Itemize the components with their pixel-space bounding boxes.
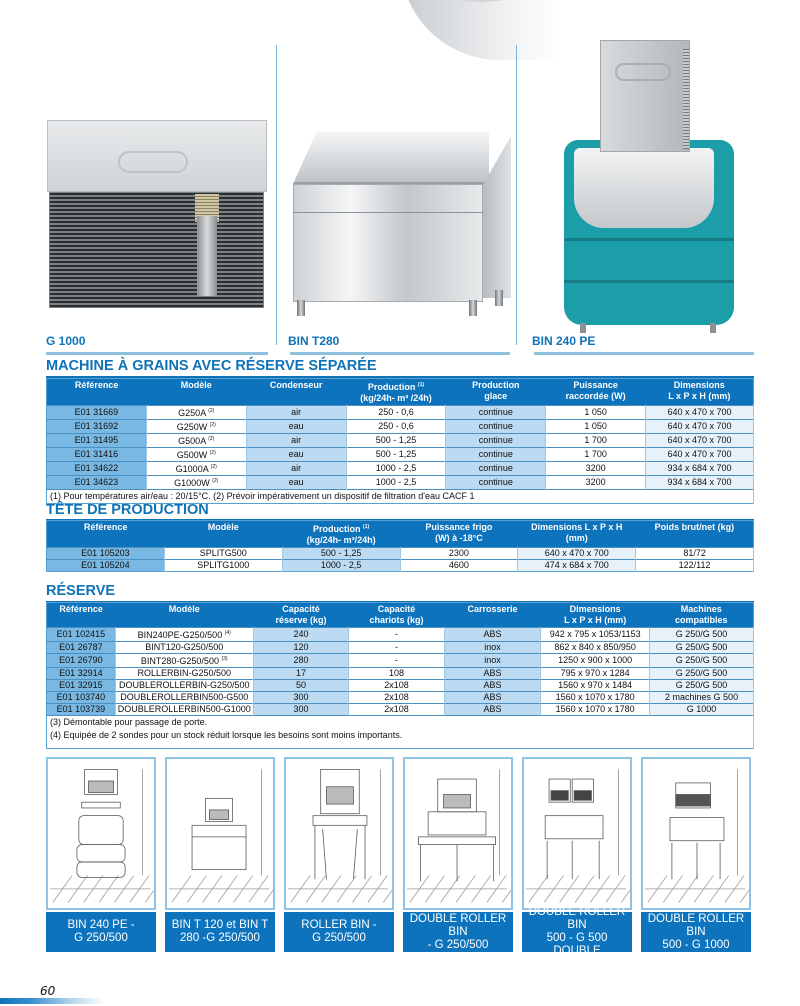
- power-cell: 1 700: [546, 448, 646, 462]
- ice-cell: continue: [446, 420, 546, 434]
- diagram-svg: [643, 759, 749, 908]
- table-row: [47, 642, 754, 654]
- table-header-row: [47, 379, 754, 406]
- diagram-svg: [524, 759, 630, 908]
- col-header: Production $^{(1)}$ (kg/24h- m³/24h): [282, 521, 400, 548]
- table-row: [47, 548, 754, 560]
- diagram-caption: DOUBLE ROLLER BIN 500 - G 1000: [641, 912, 751, 952]
- body-cell: ABS: [444, 628, 540, 642]
- reference-cell: E01 31692: [47, 420, 147, 434]
- col-header: Dimensions L x P x H (mm): [518, 521, 636, 548]
- body-cell: ABS: [444, 692, 540, 704]
- dimensions-cell: 640 x 470 x 700: [646, 434, 754, 448]
- decorative-disc: [400, 0, 560, 60]
- model-cell: G250A $^{(2)}$: [146, 406, 246, 420]
- ice-cell: continue: [446, 406, 546, 420]
- installation-diagram: [403, 757, 513, 910]
- power-cell: 3200: [546, 462, 646, 476]
- col-header: Modèle: [146, 379, 246, 406]
- table-row: [47, 560, 754, 572]
- reference-cell: E01 102415: [47, 628, 116, 642]
- condenser-cell: air: [246, 434, 346, 448]
- reference-cell: E01 105204: [47, 560, 165, 572]
- bin-band: [564, 280, 734, 283]
- capacity-cell: 300: [253, 704, 348, 716]
- compatible-cell: 2 machines G 500: [650, 692, 754, 704]
- condenser-cell: air: [246, 406, 346, 420]
- compatible-cell: G 250/G 500: [650, 680, 754, 692]
- bin-leg: [495, 290, 503, 306]
- model-cell: G1000W $^{(2)}$: [146, 476, 246, 490]
- dimensions-cell: 862 x 840 x 850/950: [541, 642, 650, 654]
- col-header: Référence: [47, 379, 147, 406]
- carts-cell: -: [349, 654, 444, 668]
- table-row: [47, 448, 754, 462]
- capacity-cell: 240: [253, 628, 348, 642]
- table-row: [47, 680, 754, 692]
- model-cell: SPLITG500: [164, 548, 282, 560]
- production-head: [600, 40, 690, 152]
- reference-cell: E01 34623: [47, 476, 147, 490]
- bin-seam: [293, 212, 483, 213]
- dimensions-cell: 1560 x 1070 x 1780: [541, 692, 650, 704]
- compatible-cell: G 250/G 500: [650, 654, 754, 668]
- col-header: Condenseur: [246, 379, 346, 406]
- ice-cell: continue: [446, 462, 546, 476]
- dimensions-cell: 942 x 795 x 1053/1153: [541, 628, 650, 642]
- model-cell: SPLITG1000: [164, 560, 282, 572]
- col-header: Production $^{(1)}$ (kg/24h- m³ /24h): [346, 379, 446, 406]
- condenser-cell: eau: [246, 448, 346, 462]
- col-header: Référence: [47, 603, 116, 628]
- model-cell: ROLLERBIN-G250/500: [115, 668, 253, 680]
- bin-lid: [293, 132, 489, 184]
- model-cell: G500A $^{(2)}$: [146, 434, 246, 448]
- capacity-cell: 300: [253, 692, 348, 704]
- table-row: [47, 704, 754, 716]
- diagram-drawing: [407, 769, 511, 902]
- power-cell: 3200: [546, 476, 646, 490]
- table-footnote: (4) Equipée de 2 sondes pour un stock réduit lorsque les besoins sont moins importants.: [47, 729, 754, 742]
- dimensions-cell: 934 x 684 x 700: [646, 462, 754, 476]
- reference-cell: E01 26787: [47, 642, 116, 654]
- page-gradient-bar: [0, 998, 105, 1004]
- product-rule: [290, 352, 510, 355]
- col-header: Capacité réserve (kg): [253, 603, 348, 628]
- section-title-head: TÊTE DE PRODUCTION: [46, 502, 209, 518]
- body-cell: inox: [444, 654, 540, 668]
- model-cell: G1000A $^{(2)}$: [146, 462, 246, 476]
- dimensions-cell: 640 x 470 x 700: [518, 548, 636, 560]
- table-row: [47, 476, 754, 490]
- reference-cell: E01 32914: [47, 668, 116, 680]
- dimensions-cell: 640 x 470 x 700: [646, 420, 754, 434]
- dimensions-cell: 1560 x 970 x 1484: [541, 680, 650, 692]
- production-cell: 500 - 1,25: [346, 448, 446, 462]
- dimensions-cell: 474 x 684 x 700: [518, 560, 636, 572]
- compatible-cell: G 1000: [650, 704, 754, 716]
- carts-cell: 2x108: [349, 704, 444, 716]
- body-cell: ABS: [444, 704, 540, 716]
- condenser-cell: air: [246, 462, 346, 476]
- col-header: Référence: [47, 521, 165, 548]
- col-header: Dimensions L x P x H (mm): [541, 603, 650, 628]
- col-header: Puissance raccordée (W): [546, 379, 646, 406]
- dimensions-cell: 640 x 470 x 700: [646, 448, 754, 462]
- table-footnote: (1) Pour températures air/eau : 20/15°C. (2) Prévoir impérativement un dispositif de filtration d'eau CACF 1: [47, 490, 754, 504]
- column-divider: [276, 45, 277, 345]
- head-table: [46, 520, 754, 572]
- col-header: Poids brut/net (kg): [636, 521, 754, 548]
- col-header: Machines compatibles: [650, 603, 754, 628]
- product-label-bin-t280: BIN T280: [288, 334, 340, 348]
- installation-diagram: [46, 757, 156, 910]
- reference-cell: E01 34622: [47, 462, 147, 476]
- diagram-caption: BIN 240 PE - G 250/500: [46, 912, 156, 952]
- dimensions-cell: 934 x 684 x 700: [646, 476, 754, 490]
- diagram-drawing: [645, 769, 749, 902]
- diagram-svg: [405, 759, 511, 908]
- table-header-row: [47, 521, 754, 548]
- model-cell: DOUBLEROLLERBIN-G250/500: [115, 680, 253, 692]
- col-header: Dimensions L x P x H (mm): [646, 379, 754, 406]
- table-row: [47, 692, 754, 704]
- col-header: Production glace: [446, 379, 546, 406]
- model-cell: G250W $^{(2)}$: [146, 420, 246, 434]
- bin-front: [293, 184, 483, 302]
- table-row: [47, 420, 754, 434]
- bin-leg: [469, 300, 477, 316]
- section-title-machine: MACHINE À GRAINS AVEC RÉSERVE SÉPARÉE: [46, 358, 377, 374]
- bin-lid: [574, 148, 714, 228]
- diagram-caption: DOUBLE ROLLER BIN 500 - G 500 DOUBLE: [522, 912, 632, 952]
- installation-diagram: [165, 757, 275, 910]
- installation-diagram: [284, 757, 394, 910]
- carts-cell: -: [349, 628, 444, 642]
- head-grill: [683, 49, 689, 149]
- product-photo-g1000: [45, 118, 270, 313]
- reserve-table: [46, 602, 754, 749]
- carts-cell: 2x108: [349, 680, 444, 692]
- power-cell: 4600: [400, 560, 518, 572]
- model-cell: BINT120-G250/500: [115, 642, 253, 654]
- carts-cell: -: [349, 642, 444, 654]
- machine-table: [46, 378, 754, 504]
- product-rule: [46, 352, 268, 355]
- diagram-caption: ROLLER BIN - G 250/500: [284, 912, 394, 952]
- carts-cell: 108: [349, 668, 444, 680]
- product-label-bin-240-pe: BIN 240 PE: [532, 334, 596, 348]
- diagram-drawing: [169, 769, 273, 902]
- diagram-svg: [167, 759, 273, 908]
- model-cell: DOUBLEROLLERBIN500-G1000: [115, 704, 253, 716]
- model-cell: DOUBLEROLLERBIN500-G500: [115, 692, 253, 704]
- carts-cell: 2x108: [349, 692, 444, 704]
- dimensions-cell: 1250 x 900 x 1000: [541, 654, 650, 668]
- table-row: [47, 668, 754, 680]
- diagram-drawing: [50, 769, 154, 902]
- product-photo-bin-240-pe: [560, 40, 740, 332]
- ice-cell: continue: [446, 476, 546, 490]
- machine-top-panel: [47, 120, 267, 192]
- body-cell: inox: [444, 642, 540, 654]
- body-cell: ABS: [444, 680, 540, 692]
- dimensions-cell: 640 x 470 x 700: [646, 406, 754, 420]
- power-cell: 1 700: [546, 434, 646, 448]
- col-header: Puissance frigo (W) à -18°C: [400, 521, 518, 548]
- product-photo-bin-t280: [283, 132, 515, 332]
- capacity-cell: 50: [253, 680, 348, 692]
- production-cell: 250 - 0,6: [346, 406, 446, 420]
- col-header: Capacité chariots (kg): [349, 603, 444, 628]
- reference-cell: E01 31416: [47, 448, 147, 462]
- condenser-cell: eau: [246, 476, 346, 490]
- compatible-cell: G 250/G 500: [650, 668, 754, 680]
- table-row: [47, 628, 754, 642]
- condenser-grille: [49, 192, 264, 308]
- col-header: Carrosserie: [444, 603, 540, 628]
- table-row: [47, 406, 754, 420]
- product-label-g1000: G 1000: [46, 334, 86, 348]
- table-header-row: [47, 603, 754, 628]
- model-cell: G500W $^{(2)}$: [146, 448, 246, 462]
- production-cell: 500 - 1,25: [282, 548, 400, 560]
- reference-cell: E01 105203: [47, 548, 165, 560]
- table-row: [47, 434, 754, 448]
- section-title-reserve: RÉSERVE: [46, 583, 116, 599]
- power-cell: 1 050: [546, 406, 646, 420]
- diagram-drawing: [288, 769, 392, 902]
- diagram-caption: DOUBLE ROLLER BIN - G 250/500: [403, 912, 513, 952]
- diagram-svg: [48, 759, 154, 908]
- production-cell: 1000 - 2,5: [346, 476, 446, 490]
- diagram-caption: BIN T 120 et BIN T 280 -G 250/500: [165, 912, 275, 952]
- compatible-cell: G 250/G 500: [650, 642, 754, 654]
- diagram-svg: [286, 759, 392, 908]
- brema-logo-emboss: [118, 151, 188, 173]
- production-cell: 1000 - 2,5: [282, 560, 400, 572]
- production-cell: 1000 - 2,5: [346, 462, 446, 476]
- capacity-cell: 120: [253, 642, 348, 654]
- product-rule: [534, 352, 754, 355]
- body-cell: ABS: [444, 668, 540, 680]
- reference-cell: E01 32915: [47, 680, 116, 692]
- compatible-cell: G 250/G 500: [650, 628, 754, 642]
- col-header: Modèle: [115, 603, 253, 628]
- model-cell: BINT280-G250/500 $^{(3)}$: [115, 654, 253, 668]
- column-divider: [516, 45, 517, 345]
- reference-cell: E01 31495: [47, 434, 147, 448]
- reference-cell: E01 31669: [47, 406, 147, 420]
- weight-cell: 122/112: [636, 560, 754, 572]
- dimensions-cell: 795 x 970 x 1284: [541, 668, 650, 680]
- bin-leg: [580, 323, 586, 333]
- capacity-cell: 280: [253, 654, 348, 668]
- model-cell: BIN240PE-G250/500 $^{(4)}$: [115, 628, 253, 642]
- reference-cell: E01 26790: [47, 654, 116, 668]
- col-header: Modèle: [164, 521, 282, 548]
- table-row: [47, 462, 754, 476]
- condenser-cell: eau: [246, 420, 346, 434]
- bin-leg: [710, 323, 716, 333]
- installation-diagram: [641, 757, 751, 910]
- page-number: 60: [40, 984, 56, 998]
- power-cell: 1 050: [546, 420, 646, 434]
- bin-band: [564, 238, 734, 241]
- brema-logo-emboss: [615, 63, 671, 81]
- capacity-cell: 17: [253, 668, 348, 680]
- installation-diagram: [522, 757, 632, 910]
- ice-cell: continue: [446, 434, 546, 448]
- power-cell: 2300: [400, 548, 518, 560]
- production-cell: 500 - 1,25: [346, 434, 446, 448]
- production-cell: 250 - 0,6: [346, 420, 446, 434]
- ice-cell: continue: [446, 448, 546, 462]
- weight-cell: 81/72: [636, 548, 754, 560]
- dimensions-cell: 1560 x 1070 x 1780: [541, 704, 650, 716]
- compressor: [197, 216, 217, 296]
- table-row: [47, 654, 754, 668]
- bin-leg: [297, 300, 305, 316]
- diagram-drawing: [526, 769, 630, 902]
- table-footnote: (3) Démontable pour passage de porte.: [47, 716, 754, 730]
- reference-cell: E01 103739: [47, 704, 116, 716]
- reference-cell: E01 103740: [47, 692, 116, 704]
